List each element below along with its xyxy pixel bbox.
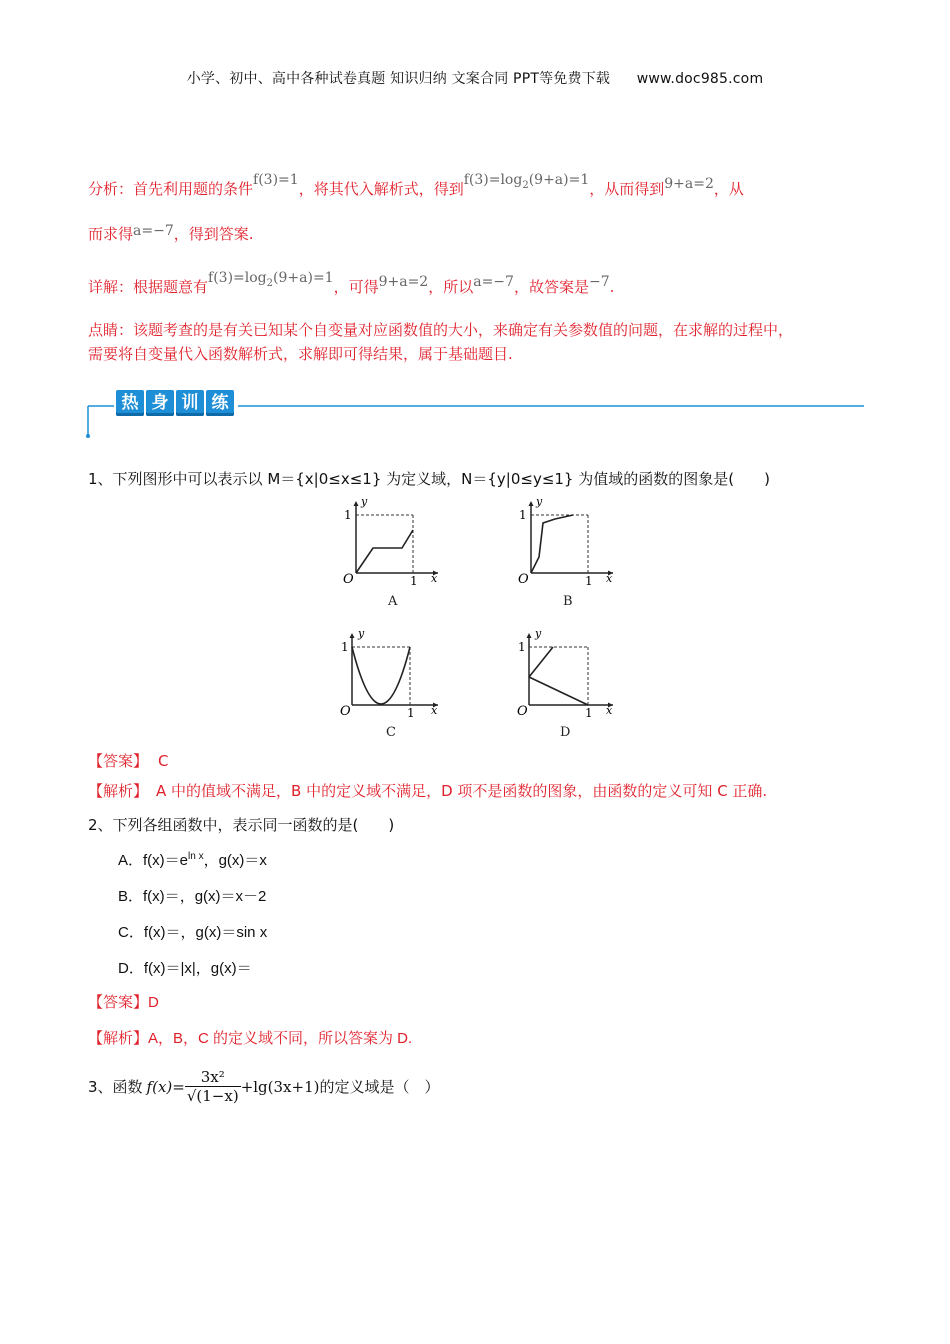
detail-text: ，可得 bbox=[333, 278, 379, 296]
comment-line-2: 需要将自变量代入函数解析式，求解即可得结果，属于基础题目. bbox=[88, 345, 513, 363]
math-a: a=−7 bbox=[473, 274, 514, 290]
x-label: x bbox=[606, 704, 613, 717]
one-label: 1 bbox=[518, 640, 526, 654]
function-curve bbox=[531, 515, 573, 573]
graph-label: D bbox=[560, 725, 571, 740]
question-1-text: 1、下列图形中可以表示以 M＝{x|0≤x≤1} 为定义域，N＝{y|0≤y≤1} 为值域的函数的图象是( ) bbox=[88, 470, 770, 488]
one-label: 1 bbox=[585, 574, 593, 588]
fraction-denominator: √(1−x) bbox=[186, 1087, 239, 1105]
q2-explain: 【解析】A，B，C 的定义域不同，所以答案为 D. bbox=[88, 1030, 413, 1047]
detail-line bbox=[88, 268, 614, 297]
comment-line-1: 点睛：该题考查的是有关已知某个自变量对应函数值的大小，来确定有关参数值的问题，在求解的过程中， bbox=[88, 321, 794, 339]
analysis-line-2 bbox=[88, 221, 254, 244]
graph-label: B bbox=[563, 594, 573, 609]
q2-option-d: D．f(x)＝|x|，g(x)＝ bbox=[118, 960, 252, 977]
graph-c bbox=[340, 627, 440, 722]
origin-label: O bbox=[518, 572, 529, 587]
y-label: y bbox=[536, 495, 543, 508]
math-log: $f(3)=\log_2(9+a)=1$ bbox=[208, 270, 334, 289]
header-site[interactable]: www.doc985.com bbox=[636, 71, 764, 87]
graph-d bbox=[515, 627, 615, 722]
graph-label: A bbox=[388, 594, 398, 609]
origin-label: O bbox=[340, 704, 351, 719]
detail-text: . bbox=[609, 278, 615, 296]
function-curve bbox=[529, 677, 588, 705]
fraction-numerator: 3x² bbox=[185, 1068, 241, 1087]
math-eq: 9+a=2 bbox=[664, 176, 714, 192]
one-label: 1 bbox=[344, 508, 352, 522]
detail-text: ，故答案是 bbox=[513, 278, 589, 296]
y-label: y bbox=[358, 627, 365, 640]
analysis-text: ，将其代入解析式，得到 bbox=[298, 180, 464, 198]
graph-a bbox=[340, 495, 440, 590]
analysis-text: 而求得 bbox=[88, 225, 134, 243]
q3-fraction bbox=[185, 1068, 241, 1105]
q3-prefix: 3、函数 bbox=[88, 1078, 143, 1096]
banner-char: 训 bbox=[176, 390, 204, 416]
question-2-text: 2、下列各组函数中，表示同一函数的是( ) bbox=[88, 816, 395, 834]
q3-func: f(x)= bbox=[146, 1077, 185, 1096]
x-label: x bbox=[606, 572, 613, 585]
x-label: x bbox=[431, 704, 438, 717]
q2-option-c: C．f(x)＝，g(x)＝sin x bbox=[118, 924, 268, 941]
q1-explain bbox=[88, 780, 767, 801]
analysis-label: 分析： bbox=[88, 180, 134, 198]
one-label: 1 bbox=[407, 706, 415, 720]
header-text: 小学、初中、高中各种试卷真题 知识归纳 文案合同 PPT等免费下载 bbox=[186, 71, 611, 87]
banner-char: 热 bbox=[116, 390, 144, 416]
one-label: 1 bbox=[585, 706, 593, 720]
one-label: 1 bbox=[519, 508, 527, 522]
analysis-text: ，得到答案. bbox=[173, 225, 254, 243]
answer-label: 【答案】 bbox=[88, 752, 149, 770]
analysis-text: 首先利用题的条件 bbox=[133, 180, 254, 198]
explain-label: 【解析】 bbox=[88, 782, 149, 800]
origin-label: O bbox=[343, 572, 354, 587]
comment-block bbox=[88, 318, 793, 366]
analysis-text: ，从 bbox=[713, 180, 744, 198]
x-label: x bbox=[431, 572, 438, 585]
function-curve bbox=[529, 647, 553, 677]
q1-answer bbox=[88, 750, 169, 771]
y-label: y bbox=[361, 495, 368, 508]
question-3-text bbox=[88, 1068, 440, 1105]
analysis-text: ，从而得到 bbox=[589, 180, 665, 198]
origin-label: O bbox=[517, 704, 528, 719]
graph-b bbox=[515, 495, 615, 590]
math-neg7: −7 bbox=[588, 274, 610, 290]
explain-text: A 中的值域不满足，B 中的定义域不满足，D 项不是函数的图象，由函数的定义可知 C 正确. bbox=[156, 782, 768, 800]
math-a: a=−7 bbox=[133, 223, 174, 239]
one-label: 1 bbox=[410, 574, 418, 588]
q2-option-b: B．f(x)＝，g(x)＝x－2 bbox=[118, 888, 267, 905]
math-log: $f(3)=\log_2(9+a)=1$ bbox=[463, 172, 590, 191]
q3-suffix: 的定义域是（ ） bbox=[319, 1078, 440, 1096]
banner-char: 练 bbox=[206, 390, 234, 416]
detail-label: 详解： bbox=[88, 278, 134, 296]
answer-value: C bbox=[158, 752, 169, 770]
one-label: 1 bbox=[341, 640, 349, 654]
math-eq: 9+a=2 bbox=[378, 274, 429, 290]
function-curve bbox=[356, 530, 413, 573]
math-f3: f(3)=1 bbox=[253, 172, 299, 188]
function-curve bbox=[352, 647, 410, 704]
banner-char: 身 bbox=[146, 390, 174, 416]
y-label: y bbox=[535, 627, 542, 640]
analysis-line-1 bbox=[88, 170, 744, 199]
q3-tail: +lg(3x+1) bbox=[240, 1077, 320, 1096]
q2-option-a: A．$f(x)=e^{ln x}$，g(x)＝x bbox=[118, 851, 267, 869]
warmup-banner bbox=[116, 390, 236, 418]
page-header bbox=[0, 68, 950, 88]
q2-answer: 【答案】D bbox=[88, 994, 159, 1011]
detail-text: ，所以 bbox=[428, 278, 474, 296]
detail-text: 根据题意有 bbox=[133, 278, 209, 296]
graph-label: C bbox=[386, 725, 396, 740]
